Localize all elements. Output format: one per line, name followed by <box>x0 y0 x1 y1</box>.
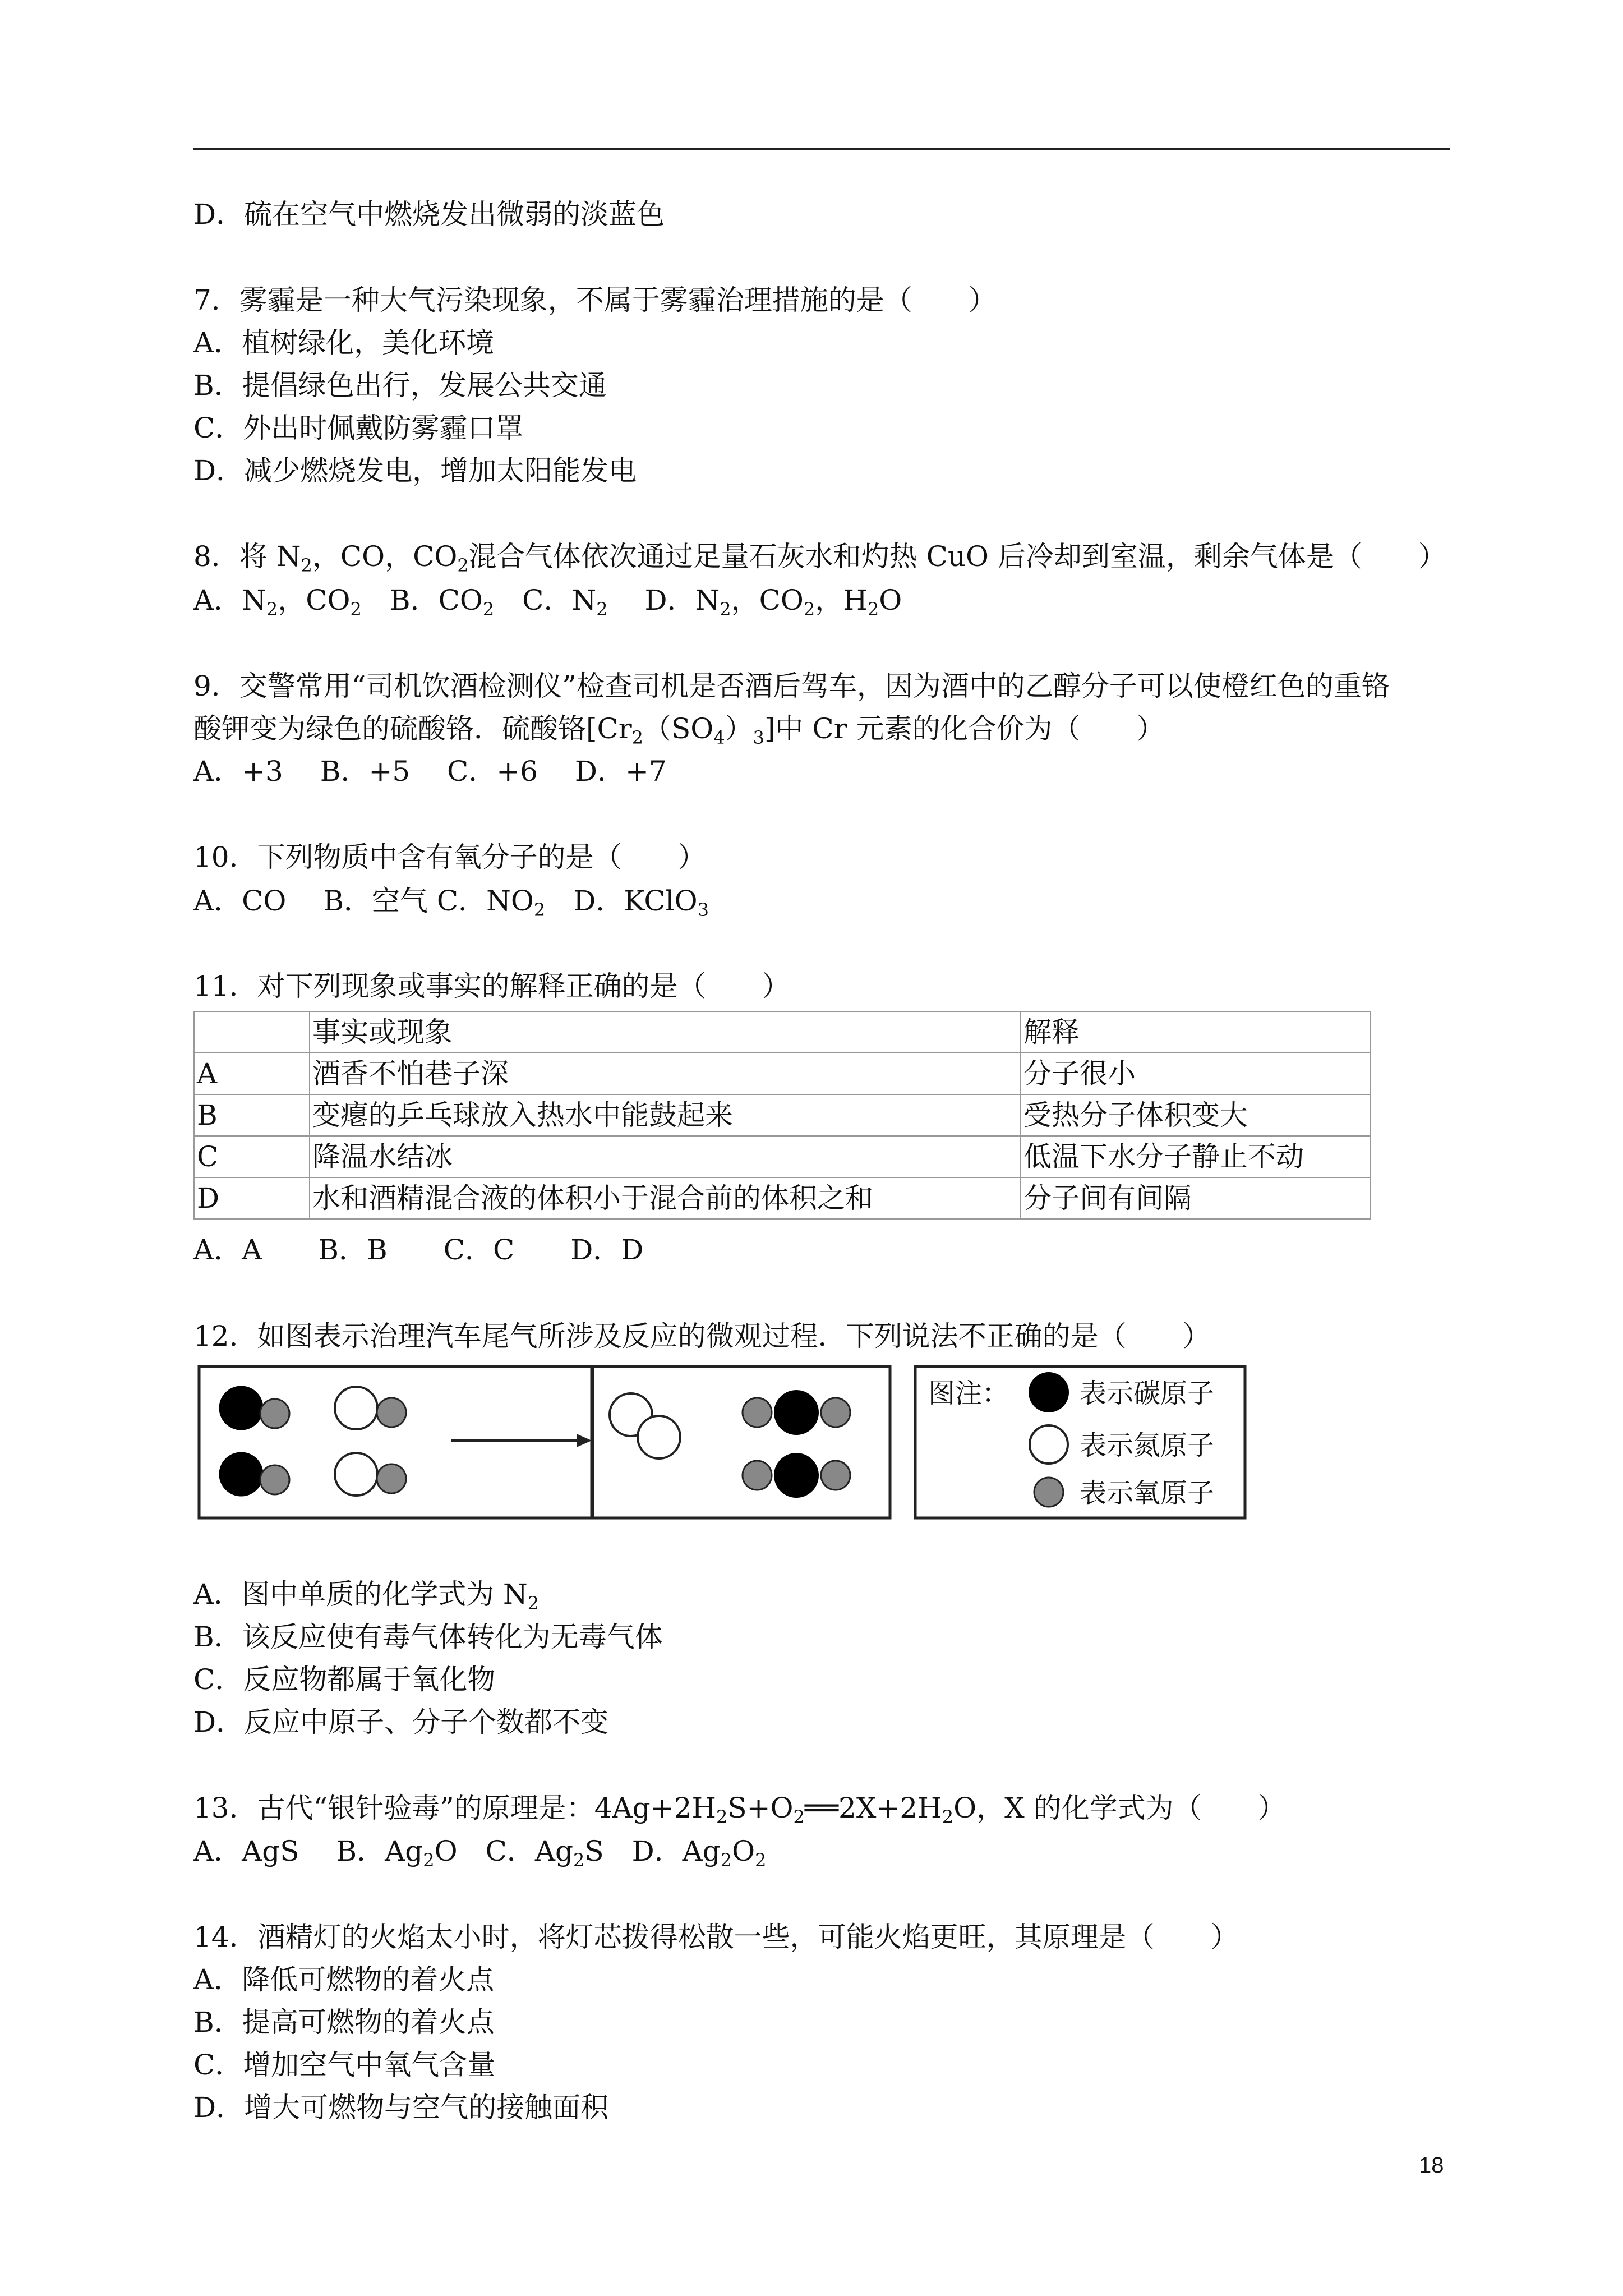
table-row <box>194 1177 1371 1219</box>
table-cell: 分子很小 <box>1021 1053 1371 1094</box>
q7-stem: 7．雾霾是一种大气污染现象，不属于雾霾治理措施的是（ ） <box>193 284 997 316</box>
q11-options: A．A B．B C．C D．D <box>193 1234 644 1266</box>
oxygen-atom <box>821 1398 850 1427</box>
reactants-box <box>199 1366 592 1518</box>
oxygen-atom <box>743 1461 772 1490</box>
oxygen-atom <box>260 1399 289 1428</box>
q11-table <box>193 1011 1371 1220</box>
q12-option-a: A．图中单质的化学式为 $N_2$ <box>193 1578 540 1614</box>
q8-stem: 8．将 $N_2$，CO，$CO_2$混合气体依次通过足量石灰水和灼热 CuO 后冷却到室温，剩余气体是（ ） <box>193 540 1446 576</box>
table-cell: 事实或现象 <box>310 1011 1021 1053</box>
table-cell: 酒香不怕巷子深 <box>310 1053 1021 1094</box>
q12-option-d: D．反应中原子、分子个数都不变 <box>193 1706 609 1738</box>
q8-options: A．$N_2$，$CO_2$ B．$CO_2$ C．$N_2$ D．$N_2$，$CO_2$，$H_2O$ <box>193 584 902 620</box>
q9-stem-line2: 酸钾变为绿色的硫酸铬．硫酸铬$[Cr_2(SO_4)_3]$中 Cr 元素的化合价为（ ） <box>193 712 1165 748</box>
legend-title: 图注： <box>928 1378 1009 1409</box>
table-cell: 变瘪的乒乓球放入热水中能鼓起来 <box>310 1094 1021 1136</box>
nitrogen-atom <box>335 1387 377 1429</box>
table-cell: D <box>194 1177 310 1219</box>
carbon-atom <box>220 1453 262 1496</box>
legend-carbon-label: 表示碳原子 <box>1080 1378 1215 1409</box>
table-cell: 降温水结冰 <box>310 1136 1021 1177</box>
legend-oxygen-atom <box>1034 1478 1063 1507</box>
q14-option-d: D．增大可燃物与空气的接触面积 <box>193 2091 609 2124</box>
q13-stem: 13．古代“银针验毒”的原理是：$4Ag+2H_2S+O_2══2X+2H_2O$，X 的化学式为（ ） <box>193 1792 1286 1828</box>
carbon-atom <box>774 1390 819 1435</box>
q12-option-b: B．该反应使有毒气体转化为无毒气体 <box>193 1621 663 1653</box>
table-cell: 受热分子体积变大 <box>1021 1094 1371 1136</box>
q7-option-c: C．外出时佩戴防雾霾口罩 <box>193 412 524 444</box>
table-row <box>194 1053 1371 1094</box>
table-cell: 低温下水分子静止不动 <box>1021 1136 1371 1177</box>
table-cell: B <box>194 1094 310 1136</box>
legend-carbon-atom <box>1029 1372 1069 1412</box>
nitrogen-atom <box>335 1453 377 1496</box>
q13-options: A．AgS B．$Ag_2O$ C．$Ag_2S$ D．$Ag_2O_2$ <box>193 1835 767 1871</box>
oxygen-atom <box>377 1398 406 1427</box>
oxygen-atom <box>377 1464 406 1493</box>
q12-option-c: C．反应物都属于氧化物 <box>193 1663 496 1696</box>
q10-options: A．CO B．空气 C．$NO_2$ D．KClO$_3$ <box>193 885 709 921</box>
reaction-diagram <box>196 1363 1251 1526</box>
header-rule <box>193 148 1450 150</box>
q14-option-b: B．提高可燃物的着火点 <box>193 2006 495 2039</box>
nitrogen-atom <box>638 1416 680 1458</box>
q12-stem: 12．如图表示治理汽车尾气所涉及反应的微观过程．下列说法不正确的是（ ） <box>193 1320 1211 1352</box>
q7-option-d: D．减少燃烧发电，增加太阳能发电 <box>193 454 637 487</box>
q10-stem: 10．下列物质中含有氧分子的是（ ） <box>193 841 706 873</box>
q6-option-d: D．硫在空气中燃烧发出微弱的淡蓝色 <box>193 198 665 231</box>
legend-nitrogen-label: 表示氮原子 <box>1080 1430 1215 1461</box>
page-number: 18 <box>1419 2153 1444 2178</box>
table-header-row <box>194 1011 1371 1053</box>
q14-option-a: A．降低可燃物的着火点 <box>193 1963 495 1996</box>
table-cell: 分子间有间隔 <box>1021 1177 1371 1219</box>
table-row <box>194 1094 1371 1136</box>
table-cell <box>194 1011 310 1053</box>
q14-stem: 14．酒精灯的火焰太小时，将灯芯拨得松散一些，可能火焰更旺，其原理是（ ） <box>193 1921 1239 1953</box>
carbon-atom <box>220 1387 262 1429</box>
table-cell: 水和酒精混合液的体积小于混合前的体积之和 <box>310 1177 1021 1219</box>
table-cell: C <box>194 1136 310 1177</box>
table-row <box>194 1136 1371 1177</box>
oxygen-atom <box>743 1398 772 1427</box>
table-cell: 解释 <box>1021 1011 1371 1053</box>
q7-option-a: A．植树绿化，美化环境 <box>193 326 495 359</box>
legend-oxygen-label: 表示氧原子 <box>1080 1478 1215 1509</box>
table-cell: A <box>194 1053 310 1094</box>
q14-option-c: C．增加空气中氧气含量 <box>193 2049 496 2081</box>
q9-options: A．+3 B．+5 C．+6 D．+7 <box>193 755 667 788</box>
oxygen-atom <box>260 1465 289 1494</box>
q7-option-b: B．提倡绿色出行，发展公共交通 <box>193 369 607 402</box>
oxygen-atom <box>821 1461 850 1490</box>
q11-stem: 11．对下列现象或事实的解释正确的是（ ） <box>193 970 790 1002</box>
carbon-atom <box>774 1453 819 1498</box>
q9-stem-line1: 9．交警常用“司机饮酒检测仪”检查司机是否酒后驾车，因为酒中的乙醇分子可以使橙红色的重铬 <box>193 670 1390 702</box>
legend-nitrogen-atom <box>1030 1425 1068 1464</box>
